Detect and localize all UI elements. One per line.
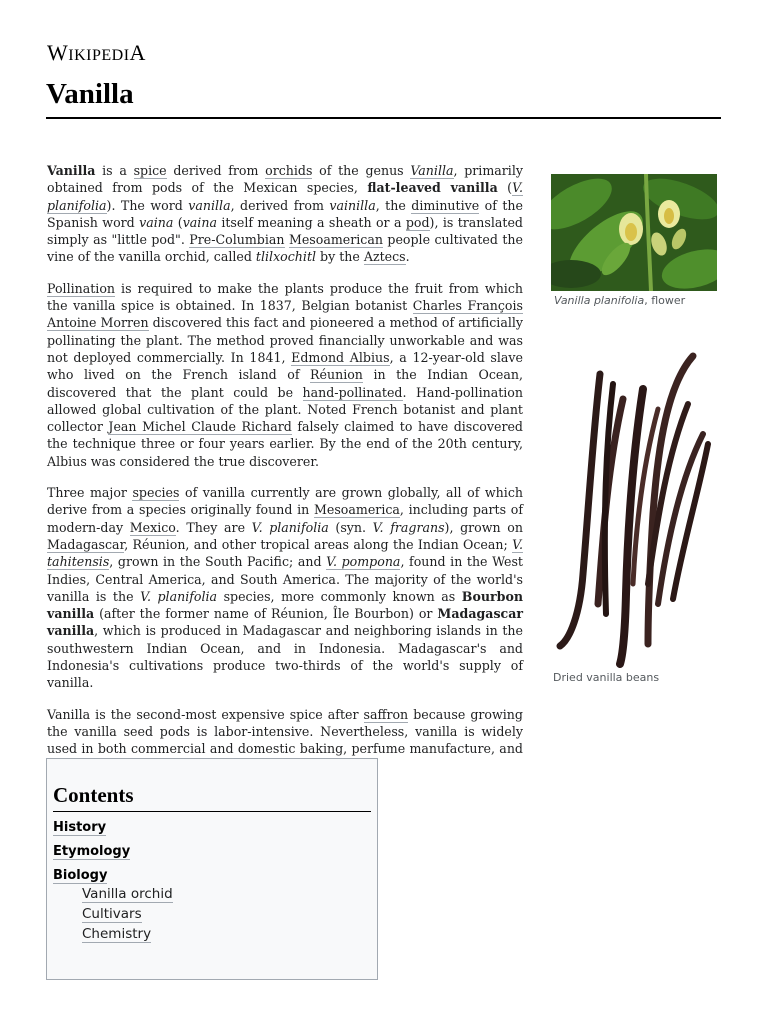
vanilla-flower-image[interactable] bbox=[551, 174, 717, 291]
paragraph-intro: Vanilla is a spice derived from orchids of the genus Vanilla, primarily obtained from pods of the Mexican species, flat-leaved vanilla (V. planifolia). The word vanilla, derived from vainilla, the diminutive of the Spanish word vaina (vaina itself meaning a sheath or a pod), is translated simply as "little pod". Pre-Columbian Mesoamerican people cultivated the vine of the vanilla orchid, called tlilxochitl by the Aztecs. bbox=[47, 163, 523, 265]
link-diminutive[interactable]: diminutive bbox=[411, 197, 480, 213]
bold-term: Madagascar vanilla bbox=[47, 606, 523, 639]
bold-term: Vanilla bbox=[47, 163, 96, 178]
link-v-pompona[interactable]: V. pompona bbox=[326, 554, 401, 570]
table-of-contents bbox=[46, 758, 378, 980]
toc-subitem-cultivars[interactable]: Cultivars bbox=[82, 906, 142, 922]
dried-vanilla-beans-image[interactable] bbox=[548, 344, 718, 670]
flower-caption: Vanilla planifolia, flower bbox=[554, 294, 686, 307]
link-mesoamerica[interactable]: Mesoamerica bbox=[314, 502, 400, 518]
title-divider bbox=[46, 117, 721, 119]
wikipedia-logo[interactable]: WIKIPEDIA bbox=[47, 40, 146, 65]
paragraph-species: Three major species of vanilla currently are grown globally, all of which derive from a species originally found in Mesoamerica, including parts of modern-day Mexico. They are V. planifolia (syn. V. fragrans), grown on Madagascar, Réunion, and other tropical areas along the Indian Ocean; V. tahitensis, grown in the South Pacific; and V. pompona, found in the West Indies, Central America, and South America. The majority of the world's vanilla is the V. planifolia species, more commonly known as Bourbon vanilla (after the former name of Réunion, Île Bourbon) or Madagascar vanilla, which is produced in Madagascar and neighboring islands in the southwestern Indian Ocean, and in Indonesia. Madagascar's and Indonesia's cultivations produce two-thirds of the world's supply of vanilla. bbox=[47, 485, 524, 691]
link-v-planifolia[interactable]: V. planifolia bbox=[47, 180, 523, 213]
link-madagascar[interactable]: Madagascar bbox=[47, 536, 125, 552]
link-species[interactable]: species bbox=[132, 485, 180, 501]
link-pod[interactable]: pod bbox=[405, 214, 430, 230]
link-v-tahitensis[interactable]: V. tahitensis bbox=[47, 536, 523, 570]
page-title: Vanilla bbox=[46, 78, 134, 110]
paragraph-economics: Vanilla is the second-most expensive spice after saffron because growing the vanilla seed pods is labor-intensive. Nevertheless, vanilla is widely used in both commercial and domestic baking, perfume manufacture, and bbox=[47, 706, 523, 775]
link-orchids[interactable]: orchids bbox=[265, 163, 313, 178]
toc-item-etymology[interactable]: Etymology bbox=[53, 844, 131, 859]
link-saffron[interactable]: saffron bbox=[363, 706, 409, 722]
bold-term: Bourbon vanilla bbox=[47, 588, 523, 622]
link-jean-michel-claude-richard[interactable]: Jean Michel Claude Richard bbox=[108, 419, 292, 435]
link-mesoamerican[interactable]: Mesoamerican bbox=[288, 232, 383, 248]
link-vanilla-genus[interactable]: Vanilla bbox=[410, 163, 454, 178]
bold-term: flat-leaved vanilla bbox=[367, 180, 498, 196]
link-hand-pollinated[interactable]: hand-pollinated bbox=[302, 384, 403, 400]
toc-divider bbox=[53, 811, 371, 812]
toc-subitem-chemistry[interactable]: Chemistry bbox=[82, 926, 152, 942]
toc-item-history[interactable]: History bbox=[53, 820, 107, 835]
link-reunion[interactable]: Réunion bbox=[310, 367, 363, 383]
link-pre-columbian[interactable]: Pre-Columbian bbox=[189, 232, 285, 248]
link-pollination[interactable]: Pollination bbox=[47, 280, 116, 296]
article-body bbox=[47, 162, 523, 789]
link-mexico[interactable]: Mexico bbox=[129, 519, 176, 535]
link-aztecs[interactable]: Aztecs bbox=[363, 249, 406, 265]
link-morren[interactable]: Charles François Antoine Morren bbox=[47, 298, 524, 331]
toc-heading: Contents bbox=[53, 783, 134, 807]
link-spice[interactable]: spice bbox=[133, 163, 167, 178]
beans-caption: Dried vanilla beans bbox=[553, 671, 660, 684]
toc-subitem-vanilla-orchid[interactable]: Vanilla orchid bbox=[82, 886, 173, 902]
paragraph-pollination: Pollination is required to make the plants produce the fruit from which the vanilla spice is obtained. In 1837, Belgian botanist Charles François Antoine Morren discovered this fact and pioneered a method of artificially pollinating the plant. The method proved financially unworkable and was not deployed commercially. In 1841, Edmond Albius, a 12-year-old slave who lived on the French island of Réunion in the Indian Ocean, discovered that the plant could be hand-pollinated. Hand-pollination allowed global cultivation of the plant. Noted French botanist and plant collector Jean Michel Claude Richard falsely claimed to have discovered the technique three or four years earlier. By the end of the 20th century, Albius was considered the true discoverer. bbox=[47, 280, 524, 469]
link-edmond-albius[interactable]: Edmond Albius bbox=[291, 349, 390, 365]
toc-item-biology[interactable]: Biology bbox=[53, 868, 108, 883]
